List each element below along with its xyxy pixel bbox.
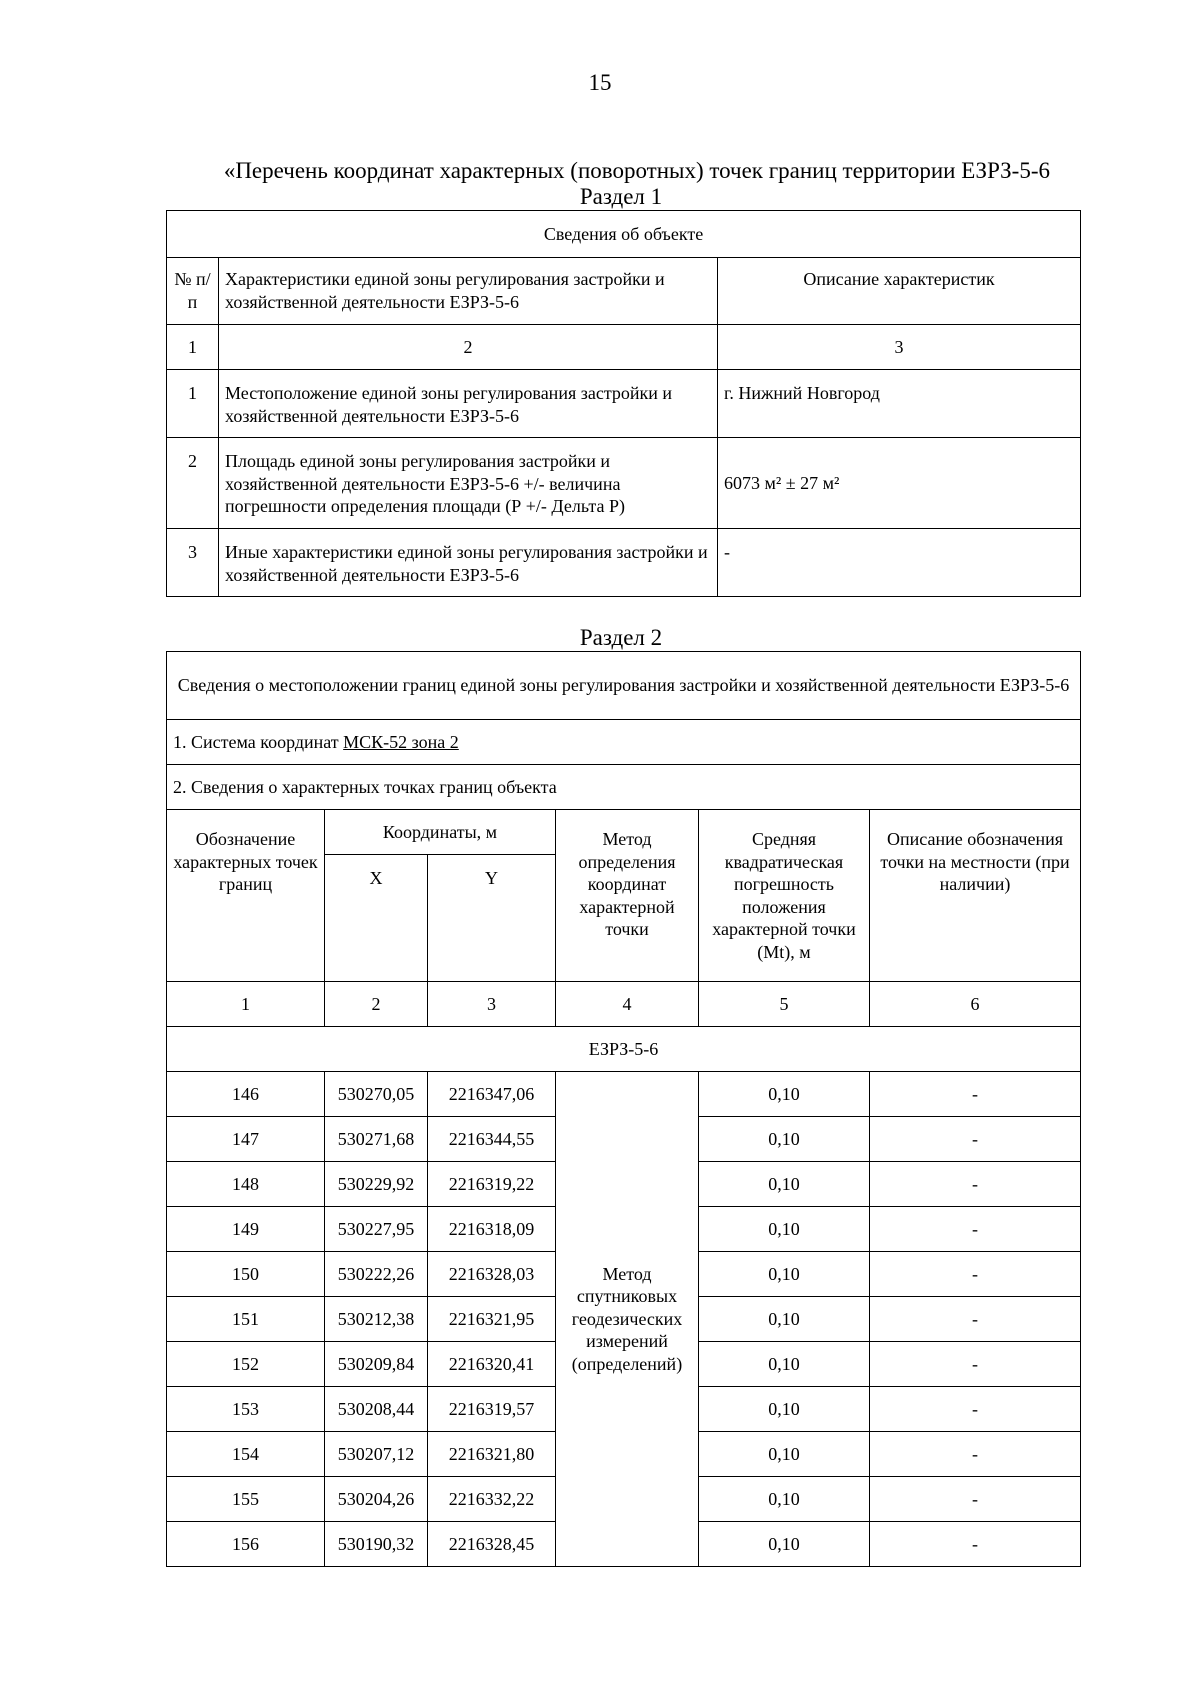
point-id-cell: 148 [167,1162,325,1207]
column-number: 1 [167,325,219,370]
point-id-cell: 150 [167,1252,325,1297]
y-coordinate-cell: 2216332,22 [428,1477,556,1522]
location-cell: - [870,1162,1081,1207]
location-cell: - [870,1342,1081,1387]
error-cell: 0,10 [699,1117,870,1162]
column-number: 2 [219,325,718,370]
x-coordinate-cell: 530229,92 [325,1162,428,1207]
object-info-table [166,210,1081,597]
characteristic-cell: Площадь единой зоны регулирования застройки и хозяйственной деятельности ЕЗРЗ-5-6 +/- величина погрешности определения площади (Р +/- Дельта Р) [219,438,718,529]
section-1-heading: Раздел 1 [579,184,663,209]
header-point: Обозначение характерных точек границ [167,810,325,982]
row-number: 2 [167,438,219,529]
zone-label: ЕЗРЗ-5-6 [167,1027,1081,1072]
header-coordinates: Координаты, м [325,810,556,855]
y-coordinate-cell: 2216319,22 [428,1162,556,1207]
coordinate-system-label: 1. Система координат [173,731,344,752]
y-coordinate-cell: 2216344,55 [428,1117,556,1162]
point-id-cell: 153 [167,1387,325,1432]
x-coordinate-cell: 530208,44 [325,1387,428,1432]
point-id-cell: 147 [167,1117,325,1162]
location-cell: - [870,1387,1081,1432]
header-x: X [325,855,428,982]
x-coordinate-cell: 530190,32 [325,1522,428,1567]
header-num: № п/п [167,258,219,325]
point-id-cell: 152 [167,1342,325,1387]
coordinate-system [167,720,1081,765]
points-body [167,1072,1081,1567]
x-coordinate-cell: 530207,12 [325,1432,428,1477]
y-coordinate-cell: 2216328,03 [428,1252,556,1297]
error-cell: 0,10 [699,1477,870,1522]
location-cell: - [870,1432,1081,1477]
points-info: 2. Сведения о характерных точках границ объекта [167,765,1081,810]
x-coordinate-cell: 530204,26 [325,1477,428,1522]
y-coordinate-cell: 2216347,06 [428,1072,556,1117]
location-cell: - [870,1207,1081,1252]
y-coordinate-cell: 2216320,41 [428,1342,556,1387]
table-row [167,529,1081,597]
x-coordinate-cell: 530271,68 [325,1117,428,1162]
header-characteristic: Характеристики единой зоны регулирования застройки и хозяйственной деятельности ЕЗРЗ-5-6 [219,258,718,325]
header-y: Y [428,855,556,982]
column-number: 2 [325,982,428,1027]
x-coordinate-cell: 530227,95 [325,1207,428,1252]
location-cell: - [870,1477,1081,1522]
error-cell: 0,10 [699,1432,870,1477]
location-cell: - [870,1252,1081,1297]
y-coordinate-cell: 2216318,09 [428,1207,556,1252]
point-id-cell: 146 [167,1072,325,1117]
point-id-cell: 149 [167,1207,325,1252]
method-cell: Метод спутниковых геодезических измерений (определений) [556,1072,699,1567]
table-row [167,438,1081,529]
location-cell: - [870,1297,1081,1342]
point-id-cell: 155 [167,1477,325,1522]
error-cell: 0,10 [699,1072,870,1117]
section-2-heading: Раздел 2 [579,625,663,650]
object-info-caption: Сведения об объекте [167,211,1081,258]
header-method: Метод определения координат характерной точки [556,810,699,982]
location-cell: - [870,1117,1081,1162]
row-number: 3 [167,529,219,597]
y-coordinate-cell: 2216321,95 [428,1297,556,1342]
row-number: 1 [167,370,219,438]
error-cell: 0,10 [699,1252,870,1297]
description-cell: г. Нижний Новгород [718,370,1081,438]
header-error: Средняя квадратическая погрешность положения характерной точки (Mt), м [699,810,870,982]
point-id-cell: 156 [167,1522,325,1567]
error-cell: 0,10 [699,1207,870,1252]
coordinate-system-value: МСК-52 зона 2 [343,731,459,752]
column-number: 3 [428,982,556,1027]
description-cell: 6073 м² ± 27 м² [718,438,1081,529]
column-number: 6 [870,982,1081,1027]
point-id-cell: 151 [167,1297,325,1342]
header-description: Описание характеристик [718,258,1081,325]
characteristic-cell: Местоположение единой зоны регулирования застройки и хозяйственной деятельности ЕЗРЗ-5-6 [219,370,718,438]
table-row [167,1072,1081,1117]
description-cell: - [718,529,1081,597]
x-coordinate-cell: 530212,38 [325,1297,428,1342]
x-coordinate-cell: 530222,26 [325,1252,428,1297]
x-coordinate-cell: 530270,05 [325,1072,428,1117]
error-cell: 0,10 [699,1387,870,1432]
error-cell: 0,10 [699,1342,870,1387]
point-id-cell: 154 [167,1432,325,1477]
boundary-points-table [166,651,1081,1567]
location-caption: Сведения о местоположении границ единой зоны регулирования застройки и хозяйственной деятельности ЕЗРЗ-5-6 [167,652,1081,720]
column-number: 1 [167,982,325,1027]
x-coordinate-cell: 530209,84 [325,1342,428,1387]
header-location: Описание обозначения точки на местности (при наличии) [870,810,1081,982]
location-cell: - [870,1522,1081,1567]
column-number: 4 [556,982,699,1027]
error-cell: 0,10 [699,1297,870,1342]
y-coordinate-cell: 2216321,80 [428,1432,556,1477]
error-cell: 0,10 [699,1162,870,1207]
y-coordinate-cell: 2216328,45 [428,1522,556,1567]
column-number: 5 [699,982,870,1027]
characteristic-cell: Иные характеристики единой зоны регулирования застройки и хозяйственной деятельности ЕЗРЗ-5-6 [219,529,718,597]
y-coordinate-cell: 2216319,57 [428,1387,556,1432]
error-cell: 0,10 [699,1522,870,1567]
page-number: 15 [588,70,612,95]
document-title: «Перечень координат характерных (поворотных) точек границ территории ЕЗРЗ-5-6 [223,158,1050,183]
table-row [167,370,1081,438]
column-number: 3 [718,325,1081,370]
location-cell: - [870,1072,1081,1117]
